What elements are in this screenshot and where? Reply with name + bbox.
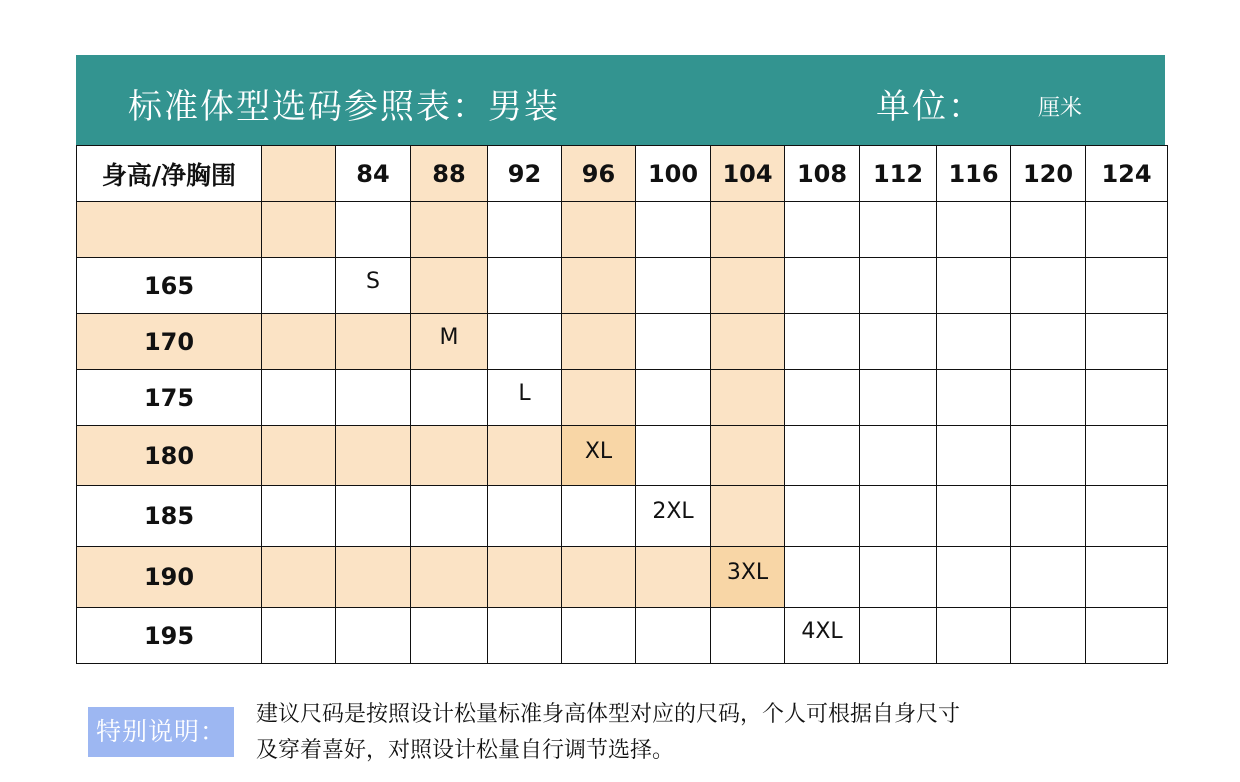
table-header-banner — [76, 55, 1165, 146]
table-cell — [1011, 486, 1086, 547]
table-cell — [336, 202, 411, 258]
table-cell — [1011, 426, 1086, 486]
table-cell — [488, 202, 562, 258]
table-cell — [411, 370, 488, 426]
table-cell — [711, 486, 785, 547]
size-cell — [411, 314, 488, 370]
table-cell — [562, 608, 636, 664]
table-cell — [562, 547, 636, 608]
table-cell — [411, 486, 488, 547]
table-cell — [937, 314, 1011, 370]
table-cell — [562, 370, 636, 426]
table-cell — [785, 258, 860, 314]
table-cell — [711, 202, 785, 258]
table-cell — [336, 370, 411, 426]
height-label: 180 — [77, 426, 262, 486]
table-cell — [937, 547, 1011, 608]
size-cell — [711, 547, 785, 608]
chest-column-header: 124 — [1086, 146, 1168, 202]
table-cell — [336, 608, 411, 664]
table-row — [77, 547, 1168, 608]
table-cell — [488, 314, 562, 370]
table-cell — [262, 486, 336, 547]
table-cell — [636, 314, 711, 370]
table-cell — [1011, 547, 1086, 608]
size-label: 2XL — [652, 499, 694, 524]
size-label: XL — [584, 438, 613, 464]
unit-label: 单位： — [876, 87, 984, 127]
table-cell — [1011, 258, 1086, 314]
table-cell — [636, 370, 711, 426]
chest-column-header — [262, 146, 336, 202]
table-cell — [785, 547, 860, 608]
table-cell — [636, 426, 711, 486]
table-cell — [711, 608, 785, 664]
table-cell — [1086, 547, 1168, 608]
table-cell — [785, 370, 860, 426]
table-cell — [488, 258, 562, 314]
table-cell — [488, 608, 562, 664]
size-label: S — [366, 268, 380, 294]
table-cell — [785, 486, 860, 547]
table-cell — [785, 202, 860, 258]
height-label: 175 — [77, 370, 262, 426]
table-cell — [636, 547, 711, 608]
chest-column-header: 116 — [937, 146, 1011, 202]
chest-column-header: 100 — [636, 146, 711, 202]
table-cell — [711, 426, 785, 486]
table-cell — [1011, 608, 1086, 664]
size-chart-table — [76, 145, 1168, 664]
table-cell — [711, 258, 785, 314]
note-tag: 特别说明： — [88, 707, 234, 757]
table-cell — [937, 258, 1011, 314]
size-cell — [562, 426, 636, 486]
table-cell — [785, 314, 860, 370]
table-row — [77, 314, 1168, 370]
table-cell — [562, 314, 636, 370]
height-label: 190 — [77, 547, 262, 608]
size-cell — [488, 370, 562, 426]
table-cell — [937, 202, 1011, 258]
table-row — [77, 258, 1168, 314]
chest-column-header: 112 — [860, 146, 937, 202]
table-cell — [636, 608, 711, 664]
size-cell — [785, 608, 860, 664]
table-cell — [937, 608, 1011, 664]
table-cell — [411, 202, 488, 258]
table-cell — [262, 608, 336, 664]
size-label: 4XL — [801, 618, 843, 644]
height-label — [77, 202, 262, 258]
table-row — [77, 608, 1168, 664]
table-cell — [262, 258, 336, 314]
table-cell — [336, 426, 411, 486]
table-cell — [860, 258, 937, 314]
table-row — [77, 426, 1168, 486]
height-label: 195 — [77, 608, 262, 664]
height-label: 185 — [77, 486, 262, 547]
table-cell — [860, 426, 937, 486]
table-cell — [262, 547, 336, 608]
table-cell — [860, 547, 937, 608]
table-cell — [860, 486, 937, 547]
size-cell — [636, 486, 711, 547]
table-cell — [562, 258, 636, 314]
table-cell — [711, 370, 785, 426]
table-cell — [785, 426, 860, 486]
chest-column-header: 84 — [336, 146, 411, 202]
height-label: 170 — [77, 314, 262, 370]
table-cell — [636, 202, 711, 258]
table-cell — [711, 314, 785, 370]
table-cell — [1086, 608, 1168, 664]
table-cell — [1086, 426, 1168, 486]
table-cell — [636, 258, 711, 314]
table-cell — [1086, 370, 1168, 426]
table-cell — [860, 608, 937, 664]
size-cell — [336, 258, 411, 314]
table-cell — [1086, 314, 1168, 370]
table-cell — [1086, 202, 1168, 258]
note-line: 及穿着喜好，对照设计松量自行调节选择。 — [256, 738, 675, 763]
table-row — [77, 370, 1168, 426]
chest-column-header: 108 — [785, 146, 860, 202]
table-cell — [262, 314, 336, 370]
table-cell — [262, 426, 336, 486]
table-cell — [937, 426, 1011, 486]
table-cell — [488, 547, 562, 608]
page-title: 标准体型选码参照表：男装 — [128, 87, 560, 127]
note-line: 建议尺码是按照设计松量标准身高体型对应的尺码，个人可根据自身尺寸 — [256, 702, 961, 727]
table-cell — [1011, 314, 1086, 370]
corner-label: 身高/净胸围 — [77, 146, 262, 202]
size-label: 3XL — [726, 560, 769, 585]
table-cell — [1011, 370, 1086, 426]
table-cell — [562, 202, 636, 258]
table-cell — [411, 258, 488, 314]
note-text — [256, 697, 1176, 769]
table-cell — [860, 202, 937, 258]
size-label: M — [439, 324, 459, 350]
table-cell — [336, 314, 411, 370]
unit-value: 厘米 — [1038, 96, 1083, 121]
chest-column-header: 88 — [411, 146, 488, 202]
table-cell — [411, 547, 488, 608]
table-row — [77, 486, 1168, 547]
chest-column-header: 104 — [711, 146, 785, 202]
table-cell — [1086, 486, 1168, 547]
chest-column-header: 96 — [562, 146, 636, 202]
chest-column-header: 92 — [488, 146, 562, 202]
table-cell — [411, 608, 488, 664]
table-cell — [860, 370, 937, 426]
table-cell — [411, 426, 488, 486]
table-cell — [262, 202, 336, 258]
table-cell — [860, 314, 937, 370]
table-row — [77, 202, 1168, 258]
table-cell — [937, 486, 1011, 547]
table-cell — [336, 547, 411, 608]
chest-column-header: 120 — [1011, 146, 1086, 202]
table-header-row — [77, 146, 1168, 202]
table-cell — [488, 426, 562, 486]
table-cell — [1086, 258, 1168, 314]
table-cell — [562, 486, 636, 547]
table-cell — [336, 486, 411, 547]
table-cell — [937, 370, 1011, 426]
table-cell — [488, 486, 562, 547]
height-label: 165 — [77, 258, 262, 314]
table-cell — [262, 370, 336, 426]
table-cell — [1011, 202, 1086, 258]
size-label: L — [518, 380, 531, 406]
